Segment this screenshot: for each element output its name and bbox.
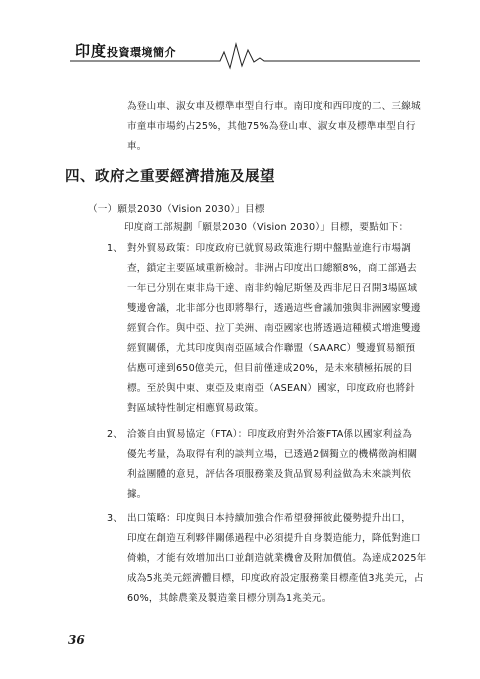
- list-item-line: 標。至於與中東、東亞及東南亞（ASEAN）國家，印度政府也將針: [127, 383, 416, 394]
- list-item-line: 查，鎖定主要區域重新檢討。非洲占印度出口總額8%，商工部過去: [127, 263, 417, 274]
- list-item-line: 利益團體的意見，評估各項服務業及貨品貿易利益做為未來談判依: [127, 469, 412, 480]
- list-item-line: 60%，其餘農業及製造業目標分別為1兆美元。: [127, 593, 332, 604]
- intro-line: 市童車市場約占25%，其他75%為登山車、淑女車及標準車型自行: [127, 121, 416, 132]
- list-item-line: 對外貿易政策：印度政府已就貿易政策進行期中盤點並進行市場調: [127, 243, 412, 254]
- list-item-line: 經貿合作。與中亞、拉丁美洲、南亞國家也將透過這種模式增進雙邊: [127, 323, 421, 334]
- list-item-line: 印度在創造互利夥伴關係過程中必須提升自身製造能力，降低對進口: [127, 533, 421, 544]
- subsection-lead: 印度商工部規劃「願景2030（Vision 2030）」目標，要點如下：: [124, 222, 409, 233]
- list-item-line: 成為5兆美元經濟體目標，印度政府設定服務業目標產值3兆美元，占: [127, 573, 424, 584]
- list-item-line: 倚賴，才能有效增加出口並創造就業機會及附加價值。為達成2025年: [127, 553, 427, 564]
- list-item-line: 出口策略：印度與日本持續加強合作希望發揮彼此優勢提升出口，: [127, 513, 412, 524]
- list-item-line: 估應可達到650億美元，但目前僅達成20%，是未來積極拓展的目: [127, 363, 413, 374]
- header-title-small: 投資環境簡介: [107, 46, 177, 59]
- list-item-line: 雙邊會議，北非部分也即將舉行，透過這些會議加強與非洲國家雙邊: [127, 303, 421, 314]
- header-rule-heartbeat: [0, 32, 480, 72]
- list-item-line: 經貿關係，尤其印度與南亞區域合作聯盟（SAARC）雙邊貿易額預: [127, 343, 416, 354]
- list-item-line: 據。: [127, 489, 147, 500]
- intro-line: 車。: [127, 141, 147, 152]
- list-item-line: 優先考量，為取得有利的談判立場，已透過2個獨立的機構徵詢相關: [127, 449, 418, 460]
- list-item-line: 洽簽自由貿易協定（FTA）：印度政府對外洽簽FTA係以國家利益為: [127, 429, 413, 440]
- list-item-number: 1、: [107, 243, 124, 254]
- page-header: [0, 32, 480, 72]
- list-item-line: 對區域特性制定相應貿易政策。: [127, 403, 265, 414]
- section-title: 四、政府之重要經濟措施及展望: [65, 168, 275, 185]
- page-number: 36: [68, 633, 85, 647]
- list-item-number: 3、: [107, 513, 124, 524]
- header-title-big: 印度: [75, 42, 108, 60]
- subsection-title: （一）願景2030（Vision 2030）」目標: [88, 204, 265, 215]
- list-item-number: 2、: [107, 429, 124, 440]
- list-item-line: 一年已分別在東非烏干達、南非約翰尼斯堡及西非尼日召開3場區域: [127, 283, 418, 294]
- intro-line: 為登山車、淑女車及標準車型自行車。南印度和西印度的二、三線城: [127, 101, 421, 112]
